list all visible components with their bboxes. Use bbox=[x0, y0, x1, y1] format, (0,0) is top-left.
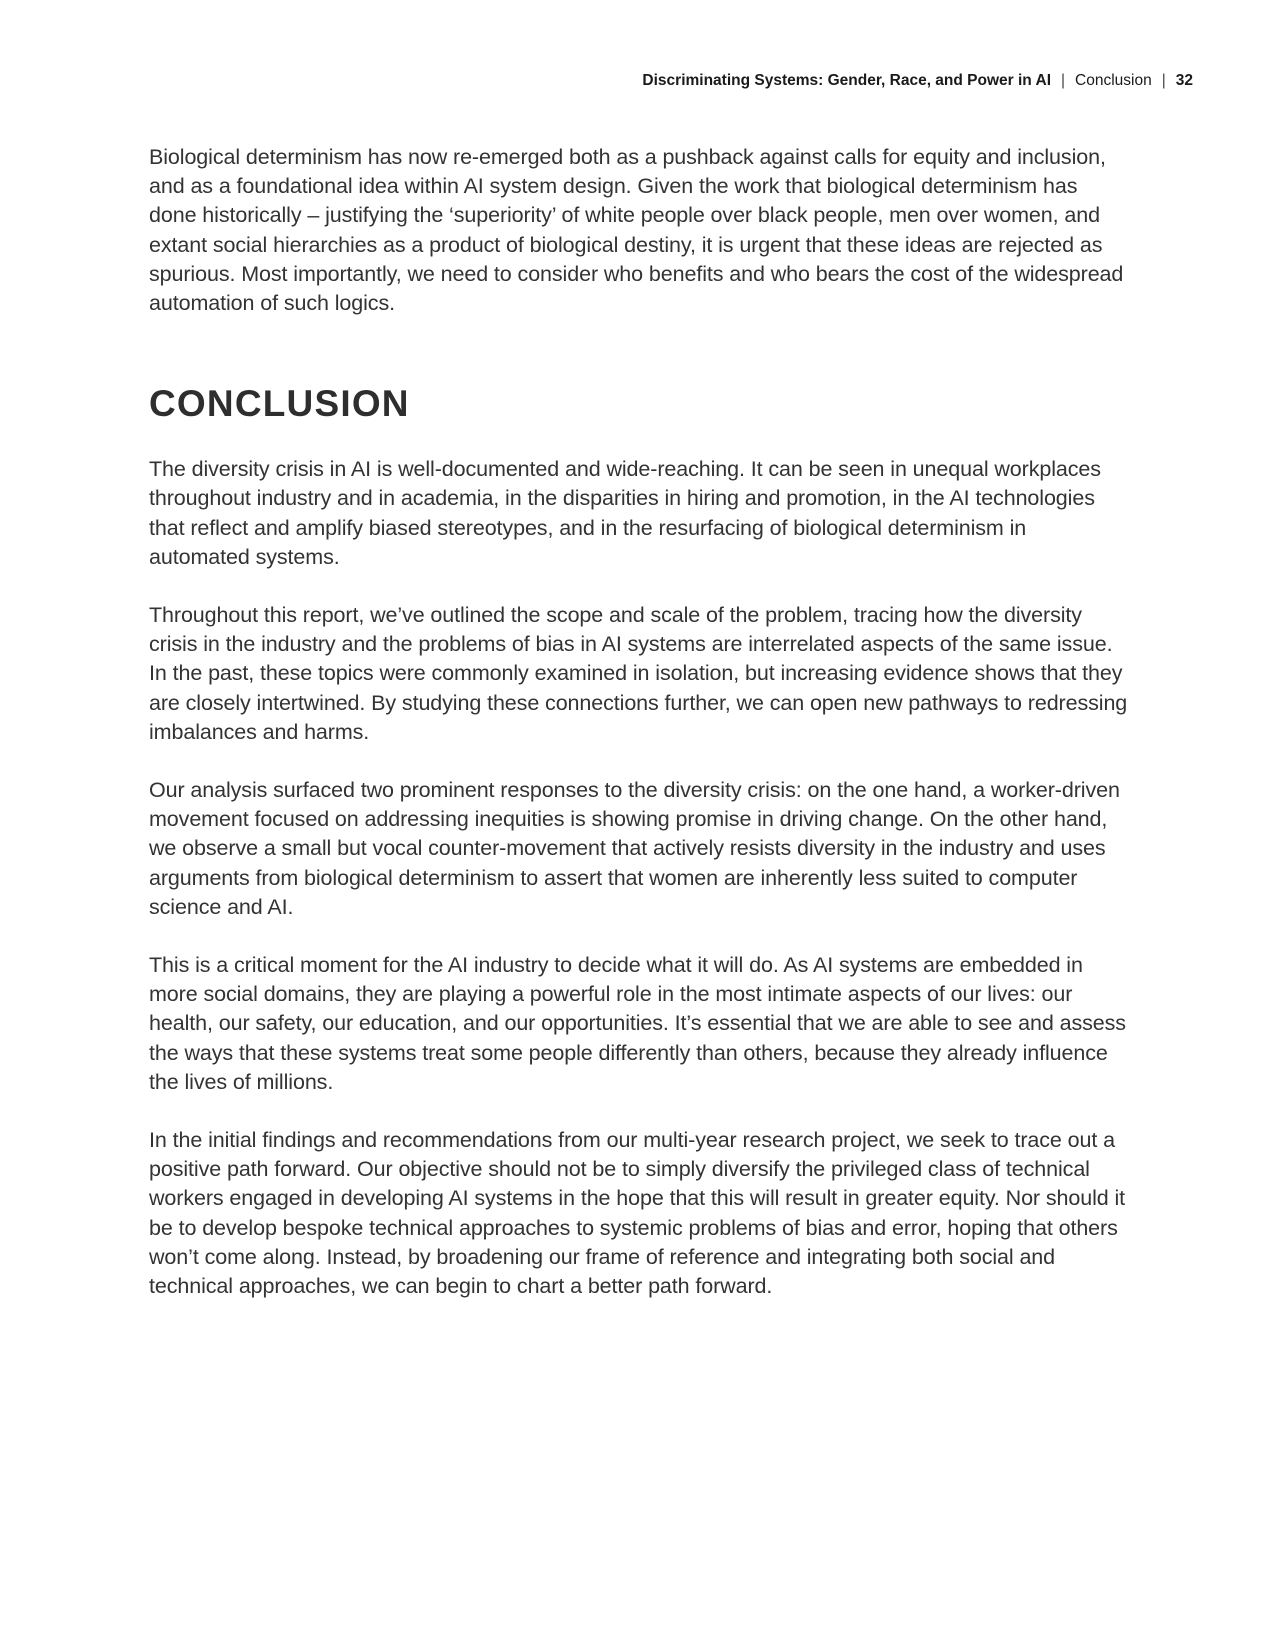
section-heading: CONCLUSION bbox=[149, 383, 410, 425]
conclusion-paragraph: This is a critical moment for the AI industry to decide what it will do. As AI systems are embedded in more social domains, they are playing a powerful role in the most intimate aspects of our lives: our health, our safety, our education, and our opportunities. It’s essential that we are able to see and assess the ways that these systems treat some people differently than others, because they already influence the lives of millions. bbox=[149, 953, 1126, 1094]
conclusion-paragraph: The diversity crisis in AI is well-documented and wide-reaching. It can be seen in unequal workplaces throughout industry and in academia, in the disparities in hiring and promotion, in the AI technologies that reflect and amplify biased stereotypes, and in the resurfacing of biological determinism in automated systems. bbox=[149, 457, 1101, 569]
document-title: Discriminating Systems: Gender, Race, and Power in AI bbox=[642, 72, 1051, 89]
header-separator: | bbox=[1061, 72, 1066, 89]
header-separator: | bbox=[1161, 72, 1166, 89]
page-number: 32 bbox=[1175, 72, 1193, 89]
page-content bbox=[149, 143, 1129, 1301]
intro-paragraph: Biological determinism has now re-emerged both as a pushback against calls for equity and inclusion, and as a foundational idea within AI system design. Given the work that biological determinism has done historically – justifying the ‘superiority’ of white people over black people, men over women, and extant social hierarchies as a product of biological destiny, it is urgent that these ideas are rejected as spurious. Most importantly, we need to consider who benefits and who bears the cost of the widespread automation of such logics. bbox=[149, 145, 1124, 316]
conclusion-paragraph: Our analysis surfaced two prominent responses to the diversity crisis: on the one hand, a worker-driven movement focused on addressing inequities is showing promise in driving change. On the other hand, we observe a small but vocal counter-movement that actively resists diversity in the industry and uses arguments from biological determinism to assert that women are inherently less suited to computer science and AI. bbox=[149, 778, 1120, 919]
header-section-name: Conclusion bbox=[1075, 72, 1152, 89]
conclusion-paragraph: In the initial findings and recommendations from our multi-year research project, we seek to trace out a positive path forward. Our objective should not be to simply diversify the privileged class of technical workers engaged in developing AI systems in the hope that this will result in greater equity. Nor should it be to develop bespoke technical approaches to systemic problems of bias and error, hoping that others won’t come along. Instead, by broadening our frame of reference and integrating both social and technical approaches, we can begin to chart a better path forward. bbox=[149, 1128, 1126, 1299]
running-header bbox=[642, 70, 1193, 92]
conclusion-paragraph: Throughout this report, we’ve outlined the scope and scale of the problem, tracing how the diversity crisis in the industry and the problems of bias in AI systems are interrelated aspects of the same issue. In the past, these topics were commonly examined in isolation, but increasing evidence shows that they are closely intertwined. By studying these connections further, we can open new pathways to redressing imbalances and harms. bbox=[149, 603, 1128, 744]
